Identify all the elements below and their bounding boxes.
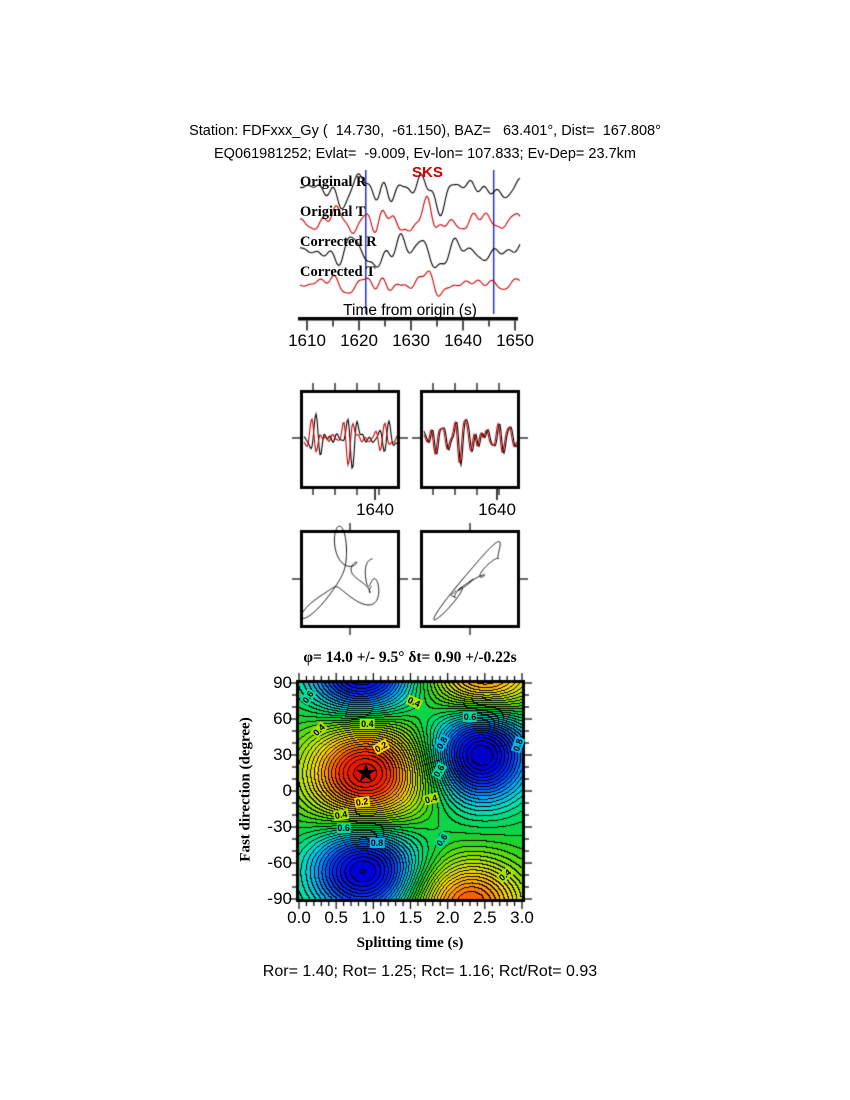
- fast-direction-tick-label: -30: [267, 817, 292, 836]
- contour-value-label: 0.2: [372, 739, 389, 755]
- contour-value-label: 0.6: [463, 711, 477, 722]
- time-tick-label: 1650: [496, 331, 534, 350]
- fast-direction-tick-label: -60: [267, 853, 292, 872]
- contour-value-label: 0.8: [511, 737, 526, 753]
- contour-value-label: 0.2: [355, 795, 370, 808]
- trace-label-original-r: Original R: [300, 174, 367, 190]
- splitting-time-axis-label: Splitting time (s): [356, 935, 464, 951]
- splitting-time-tick-label: 2.5: [473, 908, 497, 927]
- splitting-time-tick-label: 1.0: [361, 908, 386, 927]
- trace-label-original-t: Original T: [300, 204, 366, 220]
- splitting-time-tick-label: 2.0: [435, 908, 460, 927]
- splitting-time-tick-label: 1.5: [398, 908, 423, 927]
- splitting-time-tick-label: 0.5: [324, 908, 348, 927]
- fast-direction-axis-label: Fast direction (degree): [237, 717, 254, 862]
- time-tick-label: 1630: [392, 331, 430, 350]
- contour-value-label: 0.6: [300, 689, 316, 706]
- contour-value-label: 0.8: [370, 837, 384, 848]
- contour-value-label: 0.6: [434, 832, 451, 849]
- time-axis-label: Time from origin (s): [343, 302, 477, 319]
- contour-value-label: 0.4: [311, 721, 328, 738]
- fast-direction-tick-label: 60: [273, 709, 292, 728]
- contour-value-label: 0.6: [337, 823, 350, 834]
- contour-value-label: 0.6: [431, 762, 447, 779]
- contour-value-label: 0.8: [434, 735, 450, 751]
- contour-value-label: 0.4: [334, 808, 349, 822]
- fast-direction-tick-label: -90: [267, 889, 292, 908]
- station-info-line: Station: FDFxxx_Gy ( 14.730, -61.150), BAZ= 63.401°, Dist= 167.808°: [189, 123, 661, 139]
- splitting-time-tick-label: 3.0: [510, 908, 534, 927]
- best-solution-star: ★: [354, 757, 378, 788]
- contour-value-label: 0.4: [361, 718, 374, 729]
- phase-label-sks: SKS: [412, 164, 443, 181]
- contour-value-label: 0.4: [406, 695, 422, 710]
- trace-label-corrected-t: Corrected T: [300, 264, 376, 280]
- fast-direction-tick-label: 30: [273, 745, 292, 764]
- zoom-window-tick-label: 1640: [478, 500, 516, 519]
- quality-stats-line: Ror= 1.40; Rot= 1.25; Rct= 1.16; Rct/Rot= 0.93: [262, 963, 598, 980]
- time-tick-label: 1620: [340, 331, 378, 350]
- fast-direction-tick-label: 90: [273, 673, 292, 692]
- trace-label-corrected-r: Corrected R: [300, 234, 377, 250]
- contour-value-label: 0.4: [496, 867, 513, 883]
- zoom-window-tick-label: 1640: [356, 500, 394, 519]
- misfit-map-title: φ= 14.0 +/- 9.5° δt= 0.90 +/-0.22s: [303, 649, 517, 666]
- splitting-time-tick-label: 0.0: [287, 908, 311, 927]
- fast-direction-tick-label: 0: [282, 781, 292, 800]
- contour-value-label: 0.4: [423, 792, 439, 806]
- event-info-line: EQ061981252; Evlat= -9.009, Ev-lon= 107.833; Ev-Dep= 23.7km: [214, 146, 636, 162]
- time-tick-label: 1640: [444, 331, 482, 350]
- time-tick-label: 1610: [288, 331, 326, 350]
